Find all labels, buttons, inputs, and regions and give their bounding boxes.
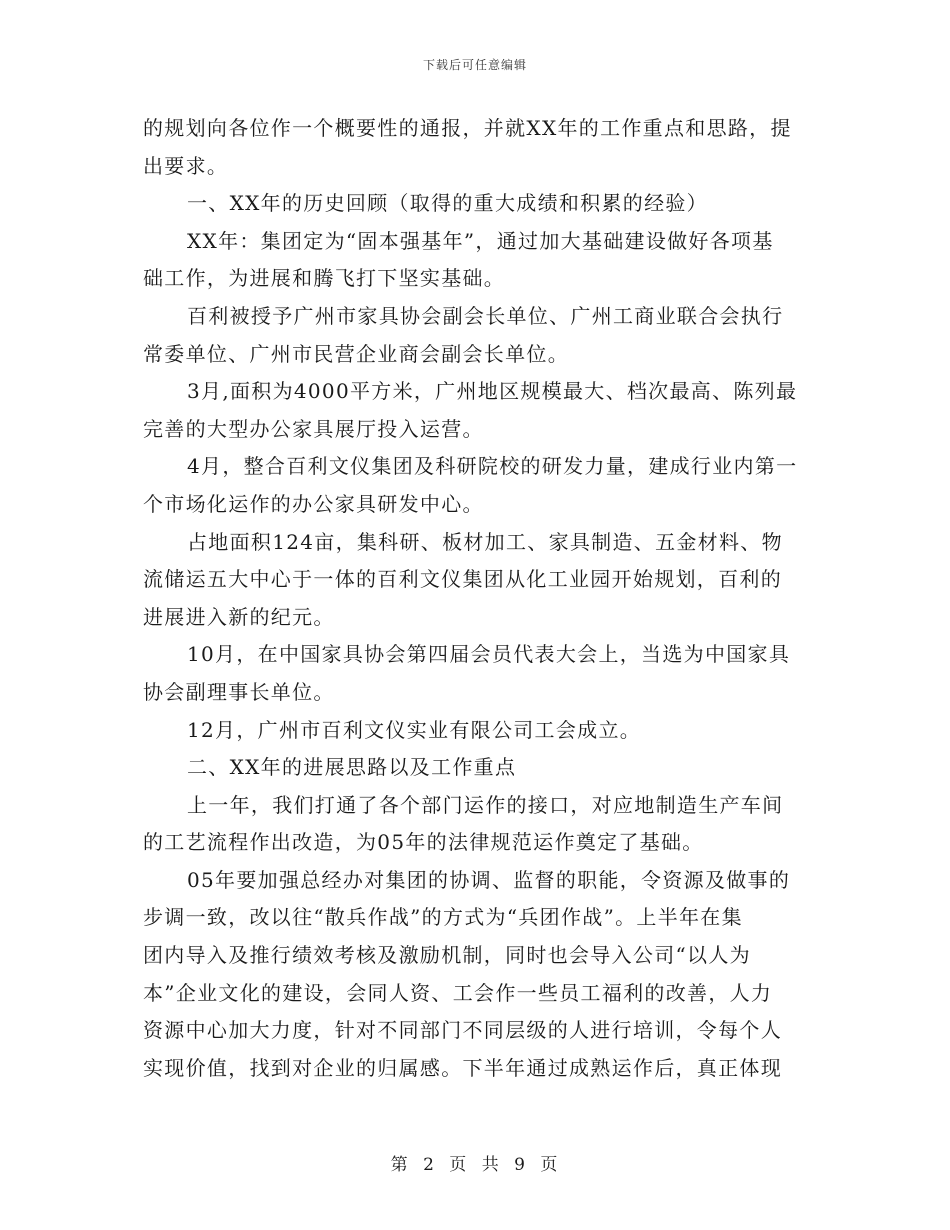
text-line: 流储运五大中心于一体的百利文仪集团从化工业园开始规划，百利的 xyxy=(143,567,782,592)
text-line: 步调一致，改以往“散兵作战”的方式为“兵团作战”。上半年在集 xyxy=(143,905,743,930)
page-header: 下载后可任意编辑 xyxy=(422,58,527,72)
text-line: 05年要加强总经办对集团的协调、监督的职能，令资源及做事的 xyxy=(187,867,791,892)
text-line: 出要求。 xyxy=(143,153,229,178)
text-line: 3月,面积为4000平方米，广州地区规模最大、档次最高、陈列最 xyxy=(187,379,798,404)
text-line: 个市场化运作的办公家具研发中心。 xyxy=(143,491,484,516)
text-line: 的规划向各位作一个概要性的通报，并就XX年的工作重点和思路，提 xyxy=(143,116,792,140)
text-line: 础工作，为进展和腾飞打下坚实基础。 xyxy=(143,266,506,291)
text-line: 常委单位、广州市民营企业商会副会长单位。 xyxy=(143,341,569,366)
section-heading: 一、XX年的历史回顾（取得的重大成绩和积累的经验） xyxy=(187,191,708,216)
text-line: 4月，整合百利文仪集团及科研院校的研发力量，建成行业内第一 xyxy=(187,454,798,479)
text-line: XX年：集团定为“固本强基年”，通过加大基础建设做好各项基 xyxy=(187,228,774,253)
text-line: 团内导入及推行绩效考核及激励机制，同时也会导入公司“以人为 xyxy=(143,943,751,968)
text-line: 百利被授予广州市家具协会副会长单位、广州工商业联合会执行 xyxy=(187,303,784,328)
text-line: 协会副理事长单位。 xyxy=(143,679,335,704)
text-line: 的工艺流程作出改造，为05年的法律规范运作奠定了基础。 xyxy=(143,830,704,855)
text-line: 进展进入新的纪元。 xyxy=(143,604,335,629)
text-line: 完善的大型办公家具展厅投入运营。 xyxy=(143,416,484,441)
text-line: 资源中心加大力度，针对不同部门不同层级的人进行培训，令每个人 xyxy=(143,1018,782,1043)
text-line: 实现价值，找到对企业的归属感。下半年通过成熟运作后，真正体现 xyxy=(143,1055,782,1080)
text-line: 10月，在中国家具协会第四届会员代表大会上，当选为中国家具 xyxy=(187,642,791,667)
document-body xyxy=(143,110,811,1087)
text-line: 本”企业文化的建设，会同人资、工会作一些员工福利的改善，人力 xyxy=(143,980,773,1005)
page-number-footer: 第 2 页 共 9 页 xyxy=(390,1155,560,1175)
section-heading: 二、XX年的进展思路以及工作重点 xyxy=(187,755,517,780)
text-line: 占地面积124亩，集科研、板材加工、家具制造、五金材料、物 xyxy=(187,529,783,554)
text-line: 12月，广州市百利文仪实业有限公司工会成立。 xyxy=(187,717,642,742)
text-line: 上一年，我们打通了各个部门运作的接口，对应地制造生产车间 xyxy=(187,792,784,817)
